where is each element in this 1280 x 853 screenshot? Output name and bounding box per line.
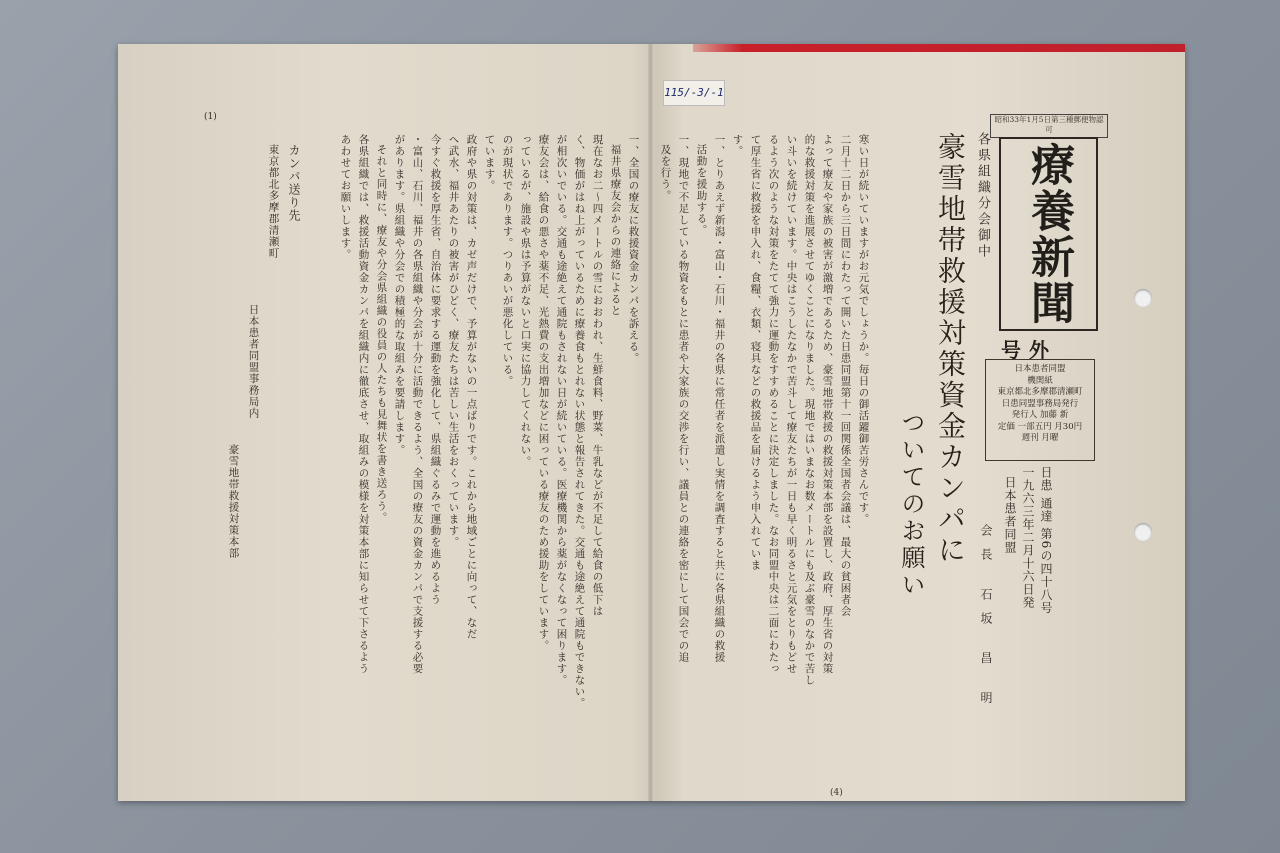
headline-sub: ついてのお願い bbox=[897, 410, 925, 599]
bottom-mark: (4) bbox=[830, 788, 843, 798]
body-line: く、物価がはね上がっているために療養食もとれない状態と報告されてきた。交通も途絶えて通院もできない。 bbox=[573, 134, 586, 709]
body-line: 活動を援助する。 bbox=[695, 144, 708, 236]
body-line: 的な救援対策を進展させてゆくことになりました。現地ではいまなお数メートルにも及ぶ豪雪のなかで苦し bbox=[803, 134, 816, 686]
issue-org: 日本患者同盟 bbox=[1003, 476, 1017, 554]
sender-address: 東京都北多摩郡清瀬町 bbox=[267, 144, 280, 259]
masthead-subtitle: 昭和33年1月5日第三種郵便物認可 bbox=[990, 114, 1108, 138]
sender-title: カンパ送り先 bbox=[287, 144, 301, 222]
body-line: 福井県療友会からの連絡によると bbox=[609, 144, 622, 317]
publisher-line: 機関紙 bbox=[1027, 375, 1053, 386]
body-line: 一、現地で不足している物資をもとに患者や大家族の交渉を行い、議員との連絡を密にして国会での追 bbox=[677, 134, 690, 663]
body-line: 現在なお二〜四メートルの雪におおわれ、生鮮食料、野菜、牛乳などが不足して給食の低下は bbox=[591, 134, 604, 617]
body-line: 一、全国の療友に救援資金カンパを訴える。 bbox=[627, 134, 640, 364]
body-line: ・富山、石川、福井の各県組織や分会が十分に活動できるよう、全国の療友の資金カンパで支援する必要 bbox=[411, 134, 424, 675]
body-line: 各県組織では、救援活動資金カンパを組織内に徹底させ、取組みの模様を対策本部に知らせて下さるよう bbox=[357, 134, 370, 675]
masthead-box bbox=[999, 137, 1098, 331]
body-line: ています。 bbox=[483, 134, 496, 192]
body-line: 寒い日が続いていますがお元気でしょうか。毎日の御活躍御苦労さんです。 bbox=[857, 134, 870, 525]
body-line: 一、とりあえず新潟・富山・石川・福井の各県に常任者を派遣し実情を調査すると共に各県組織の救援 bbox=[713, 134, 726, 663]
body-line: へ武水、福井あたりの被害がひどく、療友たちは苦しい生活をおくっています。 bbox=[447, 134, 460, 548]
publisher-line: 日本患者同盟 bbox=[1014, 364, 1066, 374]
body-line: 及を行う。 bbox=[659, 144, 672, 202]
masthead-title: 療養新聞 bbox=[1023, 142, 1074, 326]
body-line: っているが、施設や県は予算がないと口実に協力してくれない。 bbox=[519, 134, 532, 468]
body-line: があります。県組織や分会での積極的な取組みを要請します。 bbox=[393, 134, 406, 456]
body-line: よって療友や家族の被害が激増であるため、豪雪地帯救援の救援対策本部を設置し、政府、厚生省の対策 bbox=[821, 134, 834, 675]
notice-number: 日患 通達 第6の四十八号 bbox=[1039, 466, 1053, 615]
body-line: い斗いを続けています。中央はこうしたなかで苦斗して療友たちが一日も早く明るさと元気をとりもどせ bbox=[785, 134, 798, 675]
body-line: 二月十二日から三日間にわたって開いた日患同盟第十一回関係全国者会議は、最大の貧困者会 bbox=[839, 134, 852, 617]
body-line: 今すぐ救援を厚生省、自治体に要求する運動を強化して、県組織ぐるみで運動を進めるよう bbox=[429, 134, 442, 606]
body-line: るよう次のような対策をたてて強力に運動をすすめることに決定しました。なお同盟中央は二面にわたっ bbox=[767, 134, 780, 675]
body-line: て厚生省に救援を申入れ、食糧、衣類、寝具などの救援品を届けるよう申入れていま bbox=[749, 134, 762, 571]
sender-dept: 豪雪地帯救援対策本部 bbox=[227, 444, 240, 559]
publisher-line: 週刊 月曜 bbox=[1021, 433, 1059, 443]
center-fold bbox=[648, 44, 654, 801]
issue-date: 一九六三年二月十六日発 bbox=[1021, 466, 1035, 609]
recipient: 各県組織分会御中 bbox=[975, 132, 990, 260]
body-line: 療友会は、給食の悪さや薬不足、光熱費の支出増加などに困っている療友のため援助をしています。 bbox=[537, 134, 550, 652]
body-line: 政府や県の対策は、カゼ声だけで、予算がないの一点ばりです。これから地域ごとに向って、なだ bbox=[465, 134, 478, 640]
body-line: す。 bbox=[731, 134, 744, 157]
newspaper-sheet bbox=[118, 44, 1185, 801]
issue-signer: 会長 石坂 昌 明 bbox=[979, 524, 993, 716]
publisher-line: 日患同盟事務局発行 bbox=[1001, 398, 1079, 409]
publisher-line: 東京都北多摩郡清瀬町 bbox=[997, 387, 1083, 397]
headline-main: 豪雪地帯救援対策資金カンパに bbox=[934, 132, 967, 566]
archive-label: 115/-3/-1 bbox=[663, 80, 725, 106]
publisher-line: 定価 一部五円 月30円 bbox=[997, 421, 1083, 432]
page-number: (1) bbox=[204, 112, 217, 122]
punch-hole-top bbox=[1134, 289, 1152, 307]
publisher-line: 発行人 加藤 新 bbox=[1011, 410, 1069, 420]
body-line: が相次いでいる。交通も途絶えて通院もされない日が続いている。医療機関から薬がなくなって困ります。 bbox=[555, 134, 568, 686]
body-line: あわせてお願いします。 bbox=[339, 134, 352, 261]
red-edge-stripe bbox=[693, 44, 1185, 52]
sender-org: 日本患者同盟事務局内 bbox=[247, 304, 260, 419]
extra-edition-label: 号外 bbox=[1001, 338, 1057, 362]
body-line: それと同時に、療友や分会県組織の役員の人たちも見舞状を書き送ろう。 bbox=[375, 144, 388, 524]
body-line: のが現状であります。つりあいが悪化している。 bbox=[501, 134, 514, 387]
punch-hole-bottom bbox=[1134, 523, 1152, 541]
publisher-box bbox=[985, 359, 1095, 461]
